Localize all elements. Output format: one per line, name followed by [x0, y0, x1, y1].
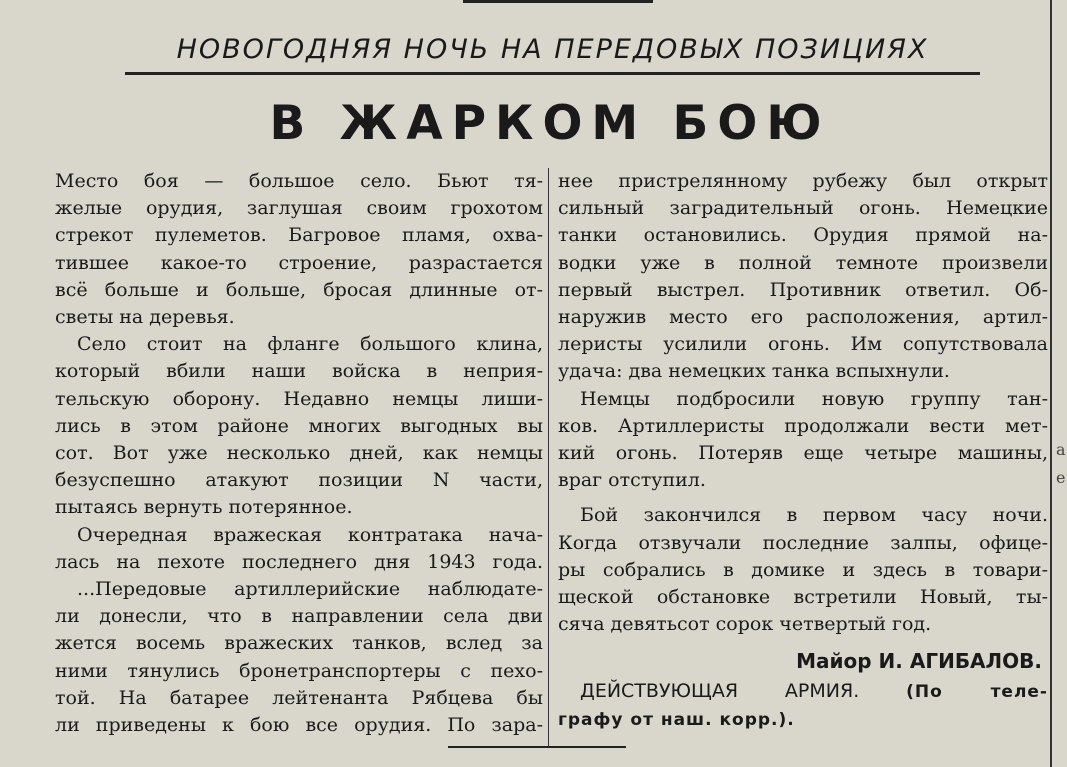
text-line: пытаясь вернуть потерянное.: [55, 496, 353, 519]
text-line: лась на пехоте последнего дня 1943 года.: [55, 550, 543, 573]
text-line: водки уже в полной темноте произвели: [558, 251, 1048, 274]
text-line: танки остановились. Орудия прямой на-: [558, 224, 1048, 247]
text-line: ними тянулись бронетранспортеры с пехо-: [55, 659, 543, 682]
text-line: сяча девятьсот сорок четвертый год.: [558, 613, 932, 636]
article-column-right: [558, 168, 1048, 734]
text-line: Бой закончился в первом часу ночи.: [580, 504, 1048, 527]
text-line: первый выстрел. Противник ответил. Об-: [558, 278, 1048, 301]
text-line: той. На батарее лейтенанта Рябцева бы: [55, 686, 543, 709]
text-line: щеской обстановке встретили Новый, ты-: [558, 586, 1048, 609]
author-signature: Майор И. АГИБАЛОВ.: [796, 649, 1042, 674]
dateline-continuation: [558, 706, 1048, 734]
text-line: тельскую оборону. Недавно немцы лиши-: [55, 387, 543, 410]
text-line: Немцы подбросили новую группу тан-: [580, 387, 1048, 410]
text-line: ли донесли, что в направлении села дви: [55, 605, 543, 628]
bottom-rule: [448, 746, 626, 748]
text-line: удача: два немецких танка вспыхнули.: [558, 360, 950, 383]
text-line: жется восемь вражеских танков, вслед за: [55, 632, 543, 655]
dateline-source-cont: графу от наш. корр.).: [558, 709, 795, 730]
text-line: тившее какое-то строение, разрастается: [55, 251, 543, 274]
margin-glyph: е: [1056, 468, 1066, 487]
text-line: лись в этом районе многих выгодных вы: [55, 414, 543, 437]
text-line: сильный заградительный огонь. Немецкие: [558, 197, 1048, 220]
text-line: ры собрались в домике и здесь в товари-: [558, 558, 1048, 581]
column-divider: [548, 168, 549, 748]
text-line: Когда отзвучали последние залпы, офице-: [558, 531, 1048, 554]
dateline-source: (По теле-: [906, 681, 1048, 702]
text-line: желые орудия, заглушая своим грохотом: [55, 197, 543, 220]
text-line: ли приведены к бою все орудия. По зара-: [55, 714, 543, 737]
kicker-underline: [125, 72, 980, 75]
section-kicker: НОВОГОДНЯЯ НОЧЬ НА ПЕРЕДОВЫХ ПОЗИЦИЯХ: [176, 34, 929, 65]
text-line: который вбили наши войска в неприя-: [55, 360, 543, 383]
column-edge-rule: [1050, 0, 1052, 767]
dateline-place: ДЕЙСТВУЮЩАЯ АРМИЯ.: [580, 679, 860, 702]
text-line: стрекот пулеметов. Багровое пламя, охва-: [55, 224, 543, 247]
dateline: [558, 678, 1048, 706]
text-line: наружив место его расположения, артил-: [558, 306, 1048, 329]
text-line: леристы усилили огонь. Им сопутствовала: [558, 333, 1048, 356]
text-line: Очередная вражеская контратака нача-: [77, 523, 543, 546]
headline: В ЖАРКОМ БОЮ: [269, 96, 831, 151]
text-line: нее пристрелянному рубежу был открыт: [558, 170, 1048, 192]
text-line: светы на деревья.: [55, 306, 235, 329]
top-rule: [463, 0, 653, 3]
margin-glyph: а: [1056, 440, 1066, 459]
text-line: безуспешно атакуют позиции N части,: [55, 469, 543, 492]
article-column-left: [55, 168, 543, 739]
text-line: ков. Артиллеристы продолжали вести мет-: [558, 414, 1048, 437]
text-line: сот. Вот уже несколько дней, как немцы: [55, 442, 543, 465]
text-line: Место боя — большое село. Бьют тя-: [55, 170, 543, 192]
text-line: кий огонь. Потеряв еще четыре машины,: [558, 442, 1048, 465]
text-line: Село стоит на фланге большого клина,: [77, 333, 543, 356]
text-line: всё больше и больше, бросая длинные от-: [55, 278, 543, 301]
text-line: враг отступил.: [558, 469, 706, 492]
text-line: ...Передовые артиллерийские наблюдате-: [77, 578, 543, 601]
